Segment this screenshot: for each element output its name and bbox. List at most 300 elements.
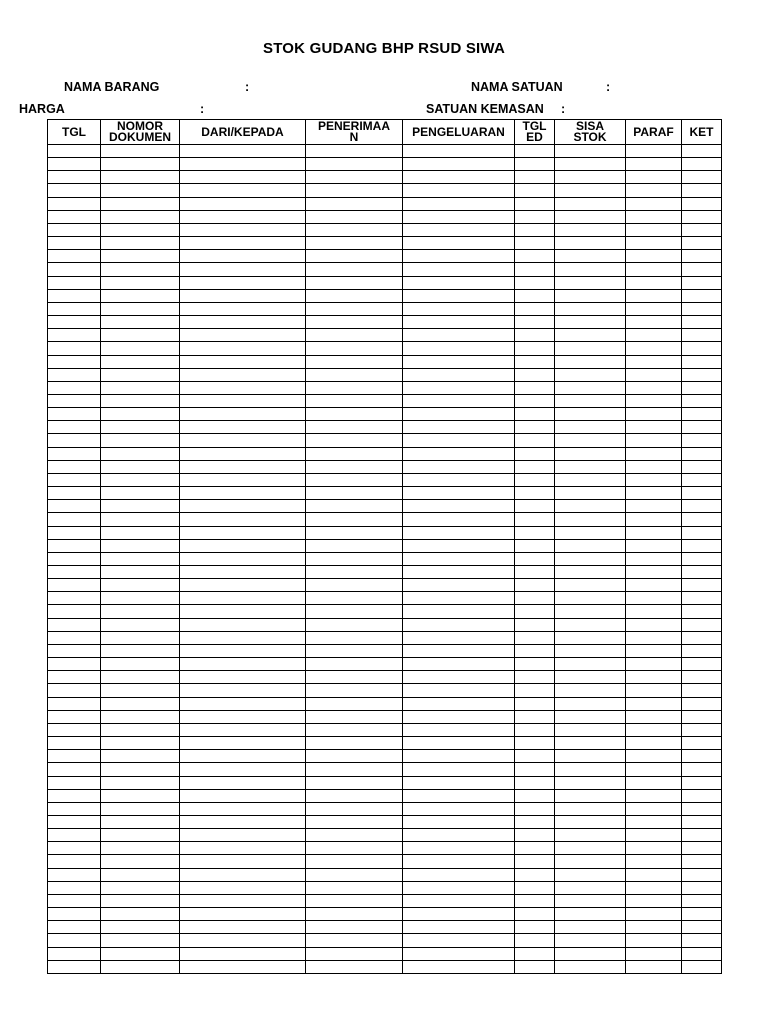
- table-cell-nomor-dokumen[interactable]: [101, 500, 180, 513]
- table-cell-tgl-ed[interactable]: [515, 592, 555, 605]
- table-cell-tgl[interactable]: [48, 644, 101, 657]
- table-cell-pengeluaran[interactable]: [403, 145, 515, 158]
- table-cell-tgl-ed[interactable]: [515, 684, 555, 697]
- table-cell-paraf[interactable]: [626, 881, 682, 894]
- table-cell-tgl[interactable]: [48, 368, 101, 381]
- table-cell-tgl[interactable]: [48, 855, 101, 868]
- table-cell-sisa-stok[interactable]: [555, 881, 626, 894]
- table-cell-dari-kepada[interactable]: [180, 263, 306, 276]
- table-cell-tgl[interactable]: [48, 723, 101, 736]
- table-cell-ket[interactable]: [682, 210, 722, 223]
- table-cell-pengeluaran[interactable]: [403, 473, 515, 486]
- table-cell-ket[interactable]: [682, 710, 722, 723]
- table-cell-tgl[interactable]: [48, 355, 101, 368]
- table-cell-dari-kepada[interactable]: [180, 210, 306, 223]
- table-cell-nomor-dokumen[interactable]: [101, 644, 180, 657]
- table-cell-tgl-ed[interactable]: [515, 855, 555, 868]
- table-cell-sisa-stok[interactable]: [555, 579, 626, 592]
- table-cell-ket[interactable]: [682, 723, 722, 736]
- table-cell-paraf[interactable]: [626, 171, 682, 184]
- table-cell-tgl[interactable]: [48, 342, 101, 355]
- table-cell-ket[interactable]: [682, 460, 722, 473]
- table-cell-pengeluaran[interactable]: [403, 381, 515, 394]
- table-cell-tgl[interactable]: [48, 487, 101, 500]
- table-cell-pengeluaran[interactable]: [403, 434, 515, 447]
- table-cell-tgl-ed[interactable]: [515, 289, 555, 302]
- table-cell-tgl-ed[interactable]: [515, 894, 555, 907]
- table-cell-paraf[interactable]: [626, 723, 682, 736]
- table-cell-nomor-dokumen[interactable]: [101, 368, 180, 381]
- table-cell-nomor-dokumen[interactable]: [101, 250, 180, 263]
- table-cell-dari-kepada[interactable]: [180, 237, 306, 250]
- table-cell-nomor-dokumen[interactable]: [101, 473, 180, 486]
- table-cell-sisa-stok[interactable]: [555, 737, 626, 750]
- table-cell-sisa-stok[interactable]: [555, 184, 626, 197]
- table-cell-paraf[interactable]: [626, 237, 682, 250]
- table-cell-ket[interactable]: [682, 408, 722, 421]
- table-cell-penerimaan[interactable]: [306, 723, 403, 736]
- table-cell-penerimaan[interactable]: [306, 671, 403, 684]
- table-cell-tgl[interactable]: [48, 947, 101, 960]
- table-cell-tgl-ed[interactable]: [515, 197, 555, 210]
- table-cell-tgl-ed[interactable]: [515, 421, 555, 434]
- table-cell-sisa-stok[interactable]: [555, 460, 626, 473]
- table-cell-sisa-stok[interactable]: [555, 750, 626, 763]
- table-cell-nomor-dokumen[interactable]: [101, 737, 180, 750]
- table-cell-pengeluaran[interactable]: [403, 513, 515, 526]
- table-cell-pengeluaran[interactable]: [403, 197, 515, 210]
- table-cell-nomor-dokumen[interactable]: [101, 289, 180, 302]
- table-cell-pengeluaran[interactable]: [403, 526, 515, 539]
- table-cell-tgl[interactable]: [48, 750, 101, 763]
- table-cell-tgl-ed[interactable]: [515, 500, 555, 513]
- table-cell-penerimaan[interactable]: [306, 947, 403, 960]
- table-cell-paraf[interactable]: [626, 644, 682, 657]
- table-cell-ket[interactable]: [682, 316, 722, 329]
- table-cell-tgl[interactable]: [48, 631, 101, 644]
- table-cell-nomor-dokumen[interactable]: [101, 513, 180, 526]
- table-cell-paraf[interactable]: [626, 145, 682, 158]
- table-cell-nomor-dokumen[interactable]: [101, 921, 180, 934]
- table-cell-penerimaan[interactable]: [306, 487, 403, 500]
- table-cell-paraf[interactable]: [626, 329, 682, 342]
- table-cell-nomor-dokumen[interactable]: [101, 908, 180, 921]
- table-cell-paraf[interactable]: [626, 487, 682, 500]
- table-cell-ket[interactable]: [682, 671, 722, 684]
- table-cell-dari-kepada[interactable]: [180, 802, 306, 815]
- table-cell-nomor-dokumen[interactable]: [101, 579, 180, 592]
- table-cell-pengeluaran[interactable]: [403, 802, 515, 815]
- table-cell-nomor-dokumen[interactable]: [101, 842, 180, 855]
- table-cell-tgl[interactable]: [48, 908, 101, 921]
- table-cell-ket[interactable]: [682, 276, 722, 289]
- table-cell-penerimaan[interactable]: [306, 526, 403, 539]
- table-cell-penerimaan[interactable]: [306, 631, 403, 644]
- table-cell-penerimaan[interactable]: [306, 894, 403, 907]
- table-cell-sisa-stok[interactable]: [555, 671, 626, 684]
- table-cell-nomor-dokumen[interactable]: [101, 868, 180, 881]
- table-cell-sisa-stok[interactable]: [555, 513, 626, 526]
- table-cell-paraf[interactable]: [626, 184, 682, 197]
- table-cell-tgl[interactable]: [48, 776, 101, 789]
- table-cell-sisa-stok[interactable]: [555, 434, 626, 447]
- table-cell-paraf[interactable]: [626, 434, 682, 447]
- table-cell-sisa-stok[interactable]: [555, 776, 626, 789]
- table-cell-pengeluaran[interactable]: [403, 158, 515, 171]
- table-cell-tgl[interactable]: [48, 829, 101, 842]
- table-cell-penerimaan[interactable]: [306, 855, 403, 868]
- table-cell-pengeluaran[interactable]: [403, 460, 515, 473]
- table-cell-tgl-ed[interactable]: [515, 802, 555, 815]
- table-cell-pengeluaran[interactable]: [403, 237, 515, 250]
- table-cell-paraf[interactable]: [626, 697, 682, 710]
- table-cell-ket[interactable]: [682, 618, 722, 631]
- table-cell-sisa-stok[interactable]: [555, 631, 626, 644]
- table-cell-dari-kepada[interactable]: [180, 250, 306, 263]
- table-cell-tgl-ed[interactable]: [515, 908, 555, 921]
- table-cell-dari-kepada[interactable]: [180, 644, 306, 657]
- table-cell-penerimaan[interactable]: [306, 289, 403, 302]
- table-cell-sisa-stok[interactable]: [555, 526, 626, 539]
- table-cell-tgl[interactable]: [48, 316, 101, 329]
- table-cell-ket[interactable]: [682, 868, 722, 881]
- table-cell-sisa-stok[interactable]: [555, 539, 626, 552]
- table-cell-nomor-dokumen[interactable]: [101, 434, 180, 447]
- table-cell-tgl-ed[interactable]: [515, 263, 555, 276]
- table-cell-sisa-stok[interactable]: [555, 566, 626, 579]
- table-cell-nomor-dokumen[interactable]: [101, 658, 180, 671]
- table-cell-tgl-ed[interactable]: [515, 473, 555, 486]
- table-cell-paraf[interactable]: [626, 447, 682, 460]
- table-cell-pengeluaran[interactable]: [403, 658, 515, 671]
- table-cell-paraf[interactable]: [626, 394, 682, 407]
- table-cell-paraf[interactable]: [626, 579, 682, 592]
- table-cell-penerimaan[interactable]: [306, 171, 403, 184]
- table-cell-penerimaan[interactable]: [306, 408, 403, 421]
- table-cell-paraf[interactable]: [626, 368, 682, 381]
- table-cell-dari-kepada[interactable]: [180, 394, 306, 407]
- table-cell-nomor-dokumen[interactable]: [101, 934, 180, 947]
- table-cell-penerimaan[interactable]: [306, 368, 403, 381]
- table-cell-ket[interactable]: [682, 881, 722, 894]
- table-cell-paraf[interactable]: [626, 316, 682, 329]
- table-cell-penerimaan[interactable]: [306, 460, 403, 473]
- table-cell-dari-kepada[interactable]: [180, 145, 306, 158]
- table-cell-penerimaan[interactable]: [306, 197, 403, 210]
- table-cell-tgl[interactable]: [48, 658, 101, 671]
- table-cell-penerimaan[interactable]: [306, 592, 403, 605]
- table-cell-nomor-dokumen[interactable]: [101, 947, 180, 960]
- table-cell-paraf[interactable]: [626, 815, 682, 828]
- table-cell-ket[interactable]: [682, 473, 722, 486]
- table-cell-ket[interactable]: [682, 947, 722, 960]
- table-cell-penerimaan[interactable]: [306, 868, 403, 881]
- table-cell-tgl[interactable]: [48, 710, 101, 723]
- table-cell-dari-kepada[interactable]: [180, 158, 306, 171]
- table-cell-dari-kepada[interactable]: [180, 618, 306, 631]
- table-cell-paraf[interactable]: [626, 921, 682, 934]
- table-cell-dari-kepada[interactable]: [180, 487, 306, 500]
- table-cell-nomor-dokumen[interactable]: [101, 487, 180, 500]
- table-cell-pengeluaran[interactable]: [403, 934, 515, 947]
- table-cell-tgl-ed[interactable]: [515, 921, 555, 934]
- table-cell-paraf[interactable]: [626, 658, 682, 671]
- table-cell-ket[interactable]: [682, 526, 722, 539]
- table-cell-dari-kepada[interactable]: [180, 605, 306, 618]
- table-cell-paraf[interactable]: [626, 289, 682, 302]
- table-cell-tgl-ed[interactable]: [515, 355, 555, 368]
- table-cell-dari-kepada[interactable]: [180, 947, 306, 960]
- table-cell-paraf[interactable]: [626, 776, 682, 789]
- table-cell-tgl-ed[interactable]: [515, 434, 555, 447]
- table-cell-ket[interactable]: [682, 487, 722, 500]
- table-cell-paraf[interactable]: [626, 789, 682, 802]
- table-cell-pengeluaran[interactable]: [403, 408, 515, 421]
- table-cell-penerimaan[interactable]: [306, 605, 403, 618]
- table-cell-sisa-stok[interactable]: [555, 960, 626, 973]
- table-cell-sisa-stok[interactable]: [555, 921, 626, 934]
- table-cell-nomor-dokumen[interactable]: [101, 750, 180, 763]
- table-cell-penerimaan[interactable]: [306, 394, 403, 407]
- table-cell-sisa-stok[interactable]: [555, 394, 626, 407]
- table-cell-dari-kepada[interactable]: [180, 276, 306, 289]
- table-cell-ket[interactable]: [682, 697, 722, 710]
- table-cell-pengeluaran[interactable]: [403, 250, 515, 263]
- table-cell-nomor-dokumen[interactable]: [101, 302, 180, 315]
- table-cell-dari-kepada[interactable]: [180, 539, 306, 552]
- table-cell-tgl[interactable]: [48, 197, 101, 210]
- table-cell-penerimaan[interactable]: [306, 184, 403, 197]
- table-cell-pengeluaran[interactable]: [403, 447, 515, 460]
- table-cell-nomor-dokumen[interactable]: [101, 776, 180, 789]
- table-cell-ket[interactable]: [682, 592, 722, 605]
- table-cell-sisa-stok[interactable]: [555, 263, 626, 276]
- table-cell-pengeluaran[interactable]: [403, 855, 515, 868]
- table-cell-tgl[interactable]: [48, 408, 101, 421]
- table-cell-ket[interactable]: [682, 237, 722, 250]
- table-cell-ket[interactable]: [682, 500, 722, 513]
- table-cell-pengeluaran[interactable]: [403, 723, 515, 736]
- table-cell-tgl[interactable]: [48, 434, 101, 447]
- table-cell-dari-kepada[interactable]: [180, 697, 306, 710]
- table-cell-tgl[interactable]: [48, 158, 101, 171]
- table-cell-paraf[interactable]: [626, 276, 682, 289]
- table-cell-tgl[interactable]: [48, 276, 101, 289]
- table-cell-dari-kepada[interactable]: [180, 342, 306, 355]
- table-cell-pengeluaran[interactable]: [403, 289, 515, 302]
- table-cell-paraf[interactable]: [626, 763, 682, 776]
- table-cell-tgl-ed[interactable]: [515, 171, 555, 184]
- table-cell-tgl-ed[interactable]: [515, 368, 555, 381]
- table-cell-sisa-stok[interactable]: [555, 237, 626, 250]
- table-cell-nomor-dokumen[interactable]: [101, 210, 180, 223]
- table-cell-sisa-stok[interactable]: [555, 500, 626, 513]
- table-cell-tgl-ed[interactable]: [515, 842, 555, 855]
- table-cell-pengeluaran[interactable]: [403, 171, 515, 184]
- table-cell-pengeluaran[interactable]: [403, 894, 515, 907]
- table-cell-tgl-ed[interactable]: [515, 250, 555, 263]
- table-cell-nomor-dokumen[interactable]: [101, 158, 180, 171]
- table-cell-dari-kepada[interactable]: [180, 223, 306, 236]
- table-cell-tgl-ed[interactable]: [515, 644, 555, 657]
- table-cell-tgl-ed[interactable]: [515, 302, 555, 315]
- table-cell-penerimaan[interactable]: [306, 552, 403, 565]
- table-cell-sisa-stok[interactable]: [555, 789, 626, 802]
- table-cell-dari-kepada[interactable]: [180, 381, 306, 394]
- table-cell-tgl[interactable]: [48, 302, 101, 315]
- table-cell-pengeluaran[interactable]: [403, 697, 515, 710]
- table-cell-dari-kepada[interactable]: [180, 842, 306, 855]
- table-cell-pengeluaran[interactable]: [403, 276, 515, 289]
- table-cell-penerimaan[interactable]: [306, 881, 403, 894]
- table-cell-tgl-ed[interactable]: [515, 776, 555, 789]
- table-cell-sisa-stok[interactable]: [555, 947, 626, 960]
- table-cell-pengeluaran[interactable]: [403, 329, 515, 342]
- table-cell-nomor-dokumen[interactable]: [101, 763, 180, 776]
- table-cell-sisa-stok[interactable]: [555, 329, 626, 342]
- table-cell-pengeluaran[interactable]: [403, 881, 515, 894]
- table-cell-ket[interactable]: [682, 815, 722, 828]
- table-cell-sisa-stok[interactable]: [555, 355, 626, 368]
- table-cell-nomor-dokumen[interactable]: [101, 789, 180, 802]
- table-cell-nomor-dokumen[interactable]: [101, 237, 180, 250]
- table-cell-tgl[interactable]: [48, 881, 101, 894]
- table-cell-pengeluaran[interactable]: [403, 750, 515, 763]
- table-cell-sisa-stok[interactable]: [555, 145, 626, 158]
- table-cell-pengeluaran[interactable]: [403, 868, 515, 881]
- table-cell-tgl[interactable]: [48, 263, 101, 276]
- table-cell-ket[interactable]: [682, 605, 722, 618]
- table-cell-tgl-ed[interactable]: [515, 671, 555, 684]
- table-cell-paraf[interactable]: [626, 263, 682, 276]
- table-cell-nomor-dokumen[interactable]: [101, 460, 180, 473]
- table-cell-tgl[interactable]: [48, 671, 101, 684]
- table-cell-pengeluaran[interactable]: [403, 539, 515, 552]
- table-cell-dari-kepada[interactable]: [180, 658, 306, 671]
- table-cell-nomor-dokumen[interactable]: [101, 631, 180, 644]
- table-cell-dari-kepada[interactable]: [180, 750, 306, 763]
- table-cell-pengeluaran[interactable]: [403, 710, 515, 723]
- table-cell-pengeluaran[interactable]: [403, 671, 515, 684]
- table-cell-paraf[interactable]: [626, 829, 682, 842]
- table-cell-tgl-ed[interactable]: [515, 829, 555, 842]
- table-cell-dari-kepada[interactable]: [180, 960, 306, 973]
- table-cell-tgl[interactable]: [48, 237, 101, 250]
- table-cell-pengeluaran[interactable]: [403, 355, 515, 368]
- table-cell-penerimaan[interactable]: [306, 145, 403, 158]
- table-cell-dari-kepada[interactable]: [180, 434, 306, 447]
- table-cell-pengeluaran[interactable]: [403, 947, 515, 960]
- table-cell-nomor-dokumen[interactable]: [101, 829, 180, 842]
- table-cell-tgl-ed[interactable]: [515, 210, 555, 223]
- table-cell-sisa-stok[interactable]: [555, 802, 626, 815]
- table-cell-paraf[interactable]: [626, 960, 682, 973]
- table-cell-tgl-ed[interactable]: [515, 184, 555, 197]
- table-cell-nomor-dokumen[interactable]: [101, 526, 180, 539]
- table-cell-sisa-stok[interactable]: [555, 171, 626, 184]
- table-cell-tgl-ed[interactable]: [515, 145, 555, 158]
- table-cell-dari-kepada[interactable]: [180, 329, 306, 342]
- table-cell-sisa-stok[interactable]: [555, 894, 626, 907]
- table-cell-ket[interactable]: [682, 552, 722, 565]
- table-cell-tgl-ed[interactable]: [515, 881, 555, 894]
- table-cell-paraf[interactable]: [626, 868, 682, 881]
- table-cell-dari-kepada[interactable]: [180, 934, 306, 947]
- table-cell-nomor-dokumen[interactable]: [101, 960, 180, 973]
- table-cell-sisa-stok[interactable]: [555, 829, 626, 842]
- table-cell-ket[interactable]: [682, 184, 722, 197]
- table-cell-nomor-dokumen[interactable]: [101, 881, 180, 894]
- table-cell-nomor-dokumen[interactable]: [101, 184, 180, 197]
- table-cell-tgl[interactable]: [48, 566, 101, 579]
- table-cell-tgl[interactable]: [48, 737, 101, 750]
- table-cell-tgl-ed[interactable]: [515, 868, 555, 881]
- table-cell-nomor-dokumen[interactable]: [101, 447, 180, 460]
- table-cell-ket[interactable]: [682, 960, 722, 973]
- table-cell-dari-kepada[interactable]: [180, 789, 306, 802]
- table-cell-tgl[interactable]: [48, 289, 101, 302]
- table-cell-ket[interactable]: [682, 763, 722, 776]
- table-cell-penerimaan[interactable]: [306, 329, 403, 342]
- table-cell-dari-kepada[interactable]: [180, 723, 306, 736]
- table-cell-pengeluaran[interactable]: [403, 737, 515, 750]
- table-cell-paraf[interactable]: [626, 302, 682, 315]
- table-cell-pengeluaran[interactable]: [403, 789, 515, 802]
- table-cell-tgl-ed[interactable]: [515, 566, 555, 579]
- table-cell-dari-kepada[interactable]: [180, 815, 306, 828]
- table-cell-tgl[interactable]: [48, 421, 101, 434]
- table-cell-dari-kepada[interactable]: [180, 500, 306, 513]
- table-cell-tgl[interactable]: [48, 697, 101, 710]
- table-cell-tgl[interactable]: [48, 618, 101, 631]
- table-cell-tgl[interactable]: [48, 394, 101, 407]
- table-cell-sisa-stok[interactable]: [555, 302, 626, 315]
- table-cell-tgl[interactable]: [48, 815, 101, 828]
- table-cell-paraf[interactable]: [626, 592, 682, 605]
- table-cell-penerimaan[interactable]: [306, 210, 403, 223]
- table-cell-tgl[interactable]: [48, 960, 101, 973]
- table-cell-tgl-ed[interactable]: [515, 750, 555, 763]
- table-cell-dari-kepada[interactable]: [180, 460, 306, 473]
- table-cell-sisa-stok[interactable]: [555, 815, 626, 828]
- table-cell-pengeluaran[interactable]: [403, 421, 515, 434]
- table-cell-nomor-dokumen[interactable]: [101, 710, 180, 723]
- table-cell-pengeluaran[interactable]: [403, 631, 515, 644]
- table-cell-paraf[interactable]: [626, 250, 682, 263]
- table-cell-ket[interactable]: [682, 829, 722, 842]
- table-cell-ket[interactable]: [682, 737, 722, 750]
- table-cell-ket[interactable]: [682, 579, 722, 592]
- table-cell-tgl[interactable]: [48, 526, 101, 539]
- table-cell-dari-kepada[interactable]: [180, 513, 306, 526]
- table-cell-nomor-dokumen[interactable]: [101, 684, 180, 697]
- table-cell-penerimaan[interactable]: [306, 381, 403, 394]
- table-cell-sisa-stok[interactable]: [555, 473, 626, 486]
- table-cell-pengeluaran[interactable]: [403, 592, 515, 605]
- table-cell-tgl-ed[interactable]: [515, 552, 555, 565]
- table-cell-paraf[interactable]: [626, 934, 682, 947]
- table-cell-penerimaan[interactable]: [306, 815, 403, 828]
- table-cell-ket[interactable]: [682, 368, 722, 381]
- table-cell-paraf[interactable]: [626, 526, 682, 539]
- table-cell-ket[interactable]: [682, 434, 722, 447]
- table-cell-tgl[interactable]: [48, 513, 101, 526]
- table-cell-sisa-stok[interactable]: [555, 763, 626, 776]
- table-cell-dari-kepada[interactable]: [180, 671, 306, 684]
- table-cell-paraf[interactable]: [626, 842, 682, 855]
- table-cell-sisa-stok[interactable]: [555, 710, 626, 723]
- table-cell-paraf[interactable]: [626, 855, 682, 868]
